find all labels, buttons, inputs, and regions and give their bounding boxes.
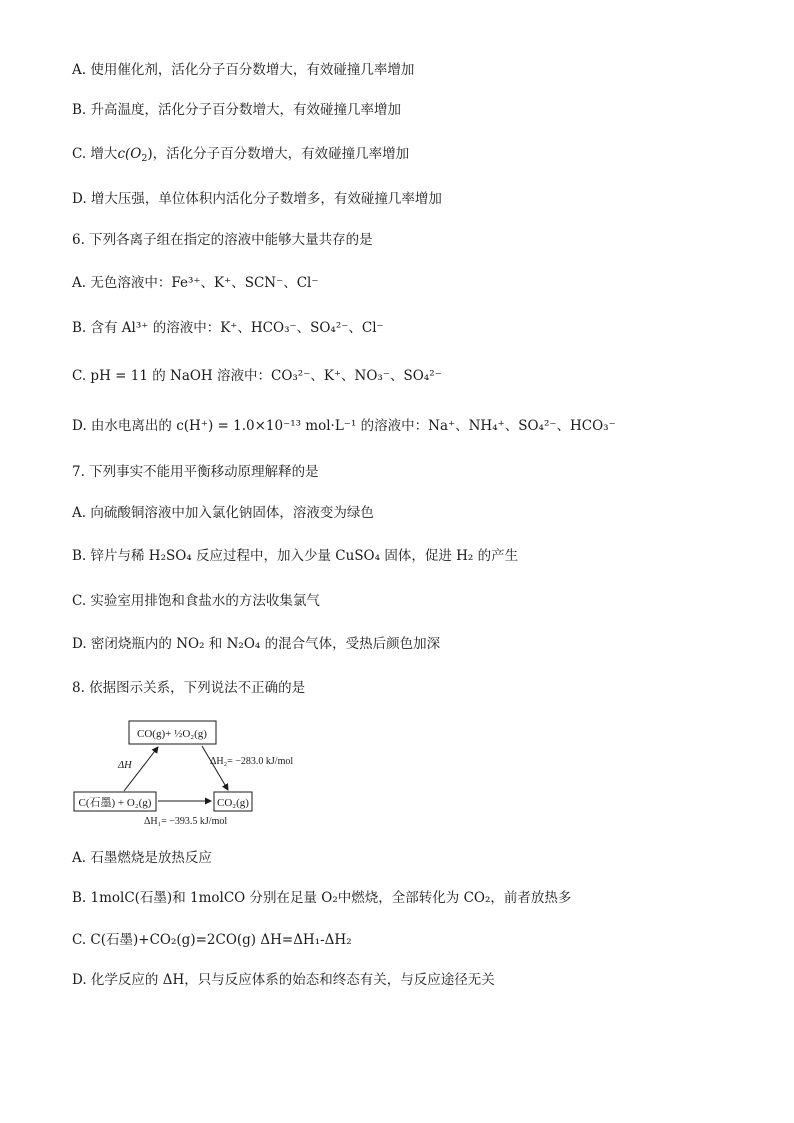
q5-option-a: A. 使用催化剂，活化分子百分数增大，有效碰撞几率增加 [72,62,415,78]
q5-option-d: D. 增大压强，单位体积内活化分子数增多，有效碰撞几率增加 [72,191,442,207]
q6-option-a: A. 无色溶液中：Fe³⁺、K⁺、SCN⁻、Cl⁻ [72,275,319,291]
q7-option-c: C. 实验室用排饱和食盐水的方法收集氯气 [72,593,320,609]
q7-stem: 7. 下列事实不能用平衡移动原理解释的是 [72,464,319,480]
formula-close: ) [147,146,153,162]
formula-subscript: 2 [141,153,148,164]
q6-option-b: B. 含有 Al³⁺ 的溶液中：K⁺、HCO₃⁻、SO₄²⁻、Cl⁻ [72,320,384,336]
dh-label: ΔH [118,760,132,771]
formula-text: c(O [117,146,142,162]
q5-option-c-formula [117,146,152,162]
dh2-arrow [202,746,228,790]
q8-option-d: D. 化学反应的 ΔH，只与反应体系的始态和终态有关，与反应途径无关 [72,972,495,988]
q8-option-c: C. C(石墨)+CO₂(g)=2CO(g) ΔH=ΔH₁-ΔH₂ [72,932,352,948]
q7-option-b: B. 锌片与稀 H₂SO₄ 反应过程中，加入少量 CuSO₄ 固体，促进 H₂ 的产生 [72,548,519,564]
top-state-label: CO(g)+ ½O₂(g) [137,728,207,740]
q8-option-a: A. 石墨燃烧是放热反应 [72,850,212,866]
q6-stem: 6. 下列各离子组在指定的溶液中能够大量共存的是 [72,232,373,248]
q5-option-c-suffix: ，活化分子百分数增大，有效碰撞几率增加 [152,146,410,162]
initial-state-label: C(石墨) + O₂(g) [78,797,152,809]
q8-option-b: B. 1molC(石墨)和 1molCO 分别在足量 O₂中燃烧，全部转化为 CO₂，前者放热多 [72,890,572,906]
q6-option-d: D. 由水电离出的 c(H⁺) = 1.0×10⁻¹³ mol·L⁻¹ 的溶液中：Na⁺、NH₄⁺、SO₄²⁻、HCO₃⁻ [72,418,616,434]
q7-option-d: D. 密闭烧瓶内的 NO₂ 和 N₂O₄ 的混合气体，受热后颜色加深 [72,636,441,652]
dh1-label: ΔH₁= −393.5 kJ/mol [144,816,228,827]
final-state-label: CO₂(g) [217,797,249,809]
q5-option-b: B. 升高温度，活化分子百分数增大，有效碰撞几率增加 [72,102,402,118]
q5-option-c [72,144,409,169]
enthalpy-diagram [72,718,322,830]
q6-option-c: C. pH = 11 的 NaOH 溶液中：CO₃²⁻、K⁺、NO₃⁻、SO₄²⁻ [72,368,442,384]
q5-option-c-prefix: C. 增大 [72,146,118,162]
dh2-label: ΔH₂= −283.0 kJ/mol [210,756,294,767]
q8-stem: 8. 依据图示关系，下列说法不正确的是 [72,680,306,696]
q7-option-a: A. 向硫酸铜溶液中加入氯化钠固体，溶液变为绿色 [72,505,374,521]
